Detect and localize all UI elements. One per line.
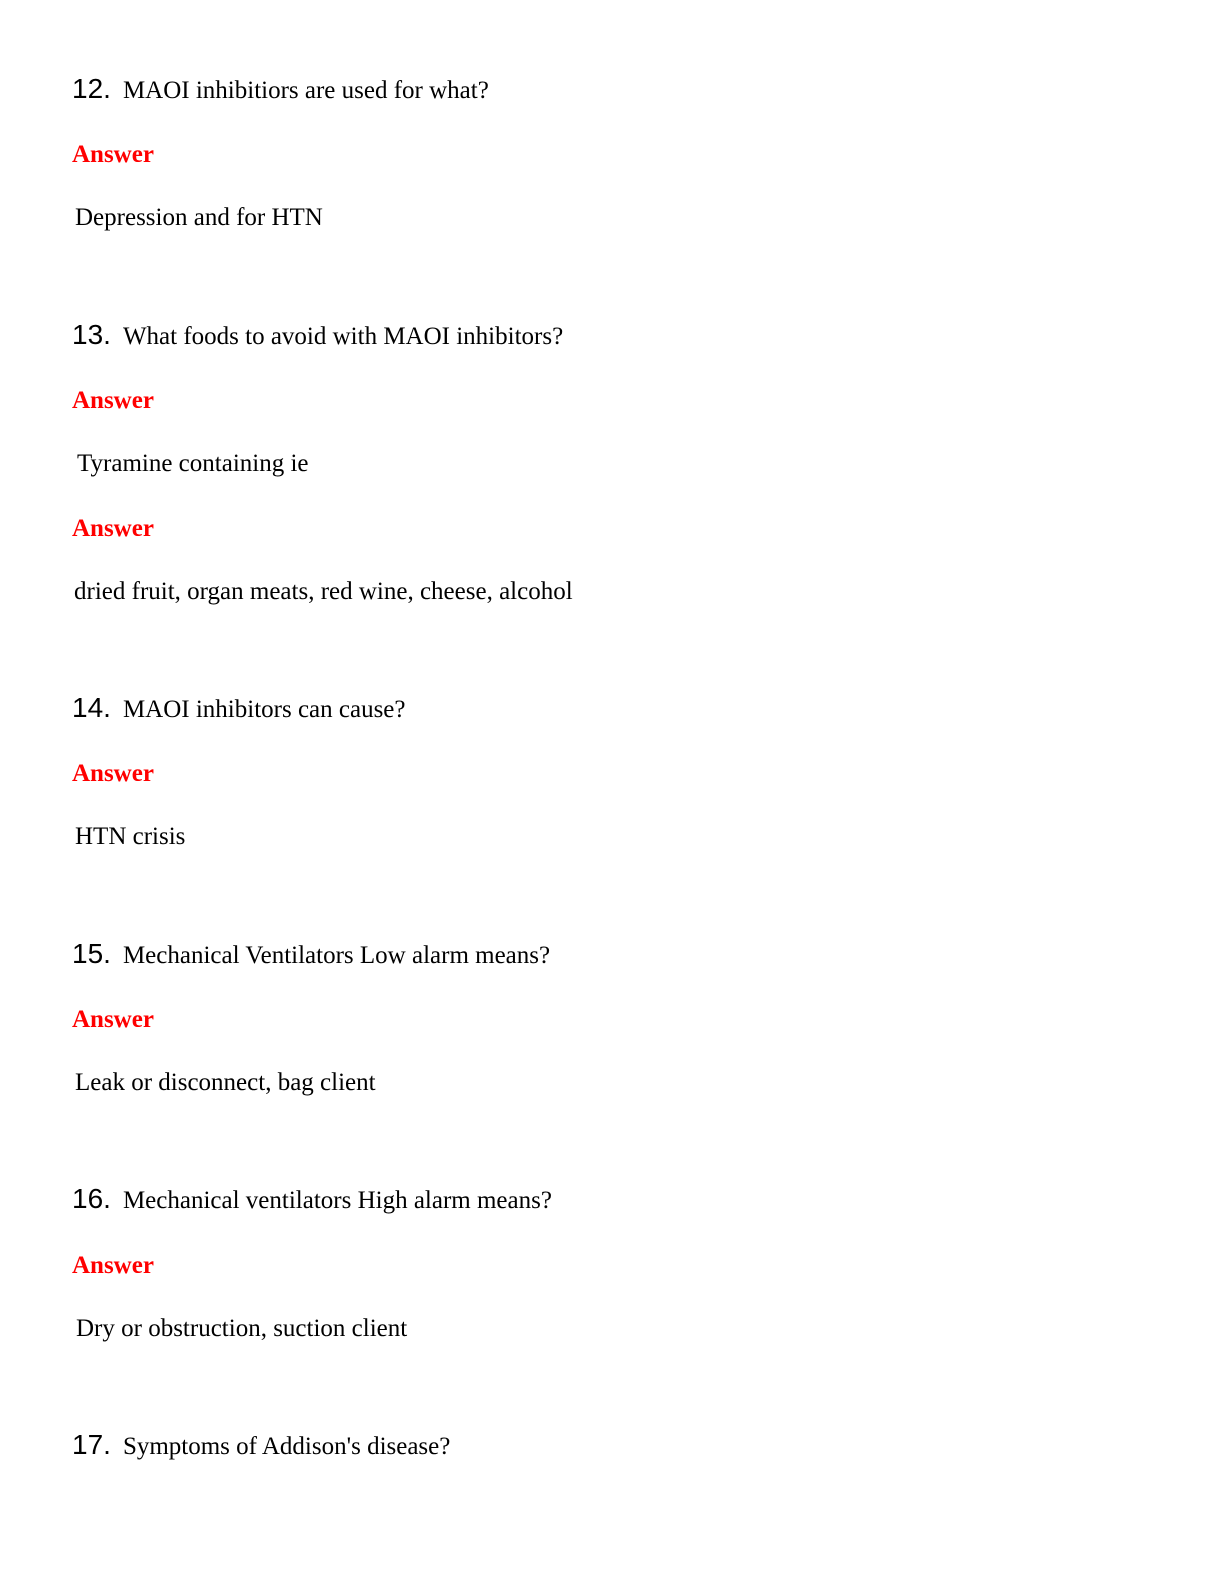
answer-text: dried fruit, organ meats, red wine, cheese, alcohol [74, 578, 573, 605]
answer-label: Answer [72, 387, 154, 414]
answer-text: Dry or obstruction, suction client [76, 1315, 408, 1342]
question-text: Mechanical Ventilators Low alarm means? [122, 942, 551, 969]
answer-label: Answer [72, 760, 154, 787]
question-number: 13. [72, 319, 111, 350]
answer-label: Answer [72, 1006, 154, 1033]
question-text: Mechanical ventilators High alarm means? [122, 1187, 552, 1214]
question-number: 17. [72, 1429, 111, 1460]
question-text: What foods to avoid with MAOI inhibitors? [122, 323, 564, 350]
question-number: 12. [72, 73, 111, 104]
answer-label: Answer [72, 141, 154, 168]
question-15 [72, 937, 550, 971]
answer-text: Tyramine containing ie [77, 450, 309, 477]
question-number: 15. [72, 938, 111, 969]
question-13 [72, 318, 563, 352]
question-number: 14. [72, 692, 111, 723]
question-text: MAOI inhibitors can cause? [122, 696, 406, 723]
answer-label: Answer [72, 515, 154, 542]
answer-label: Answer [72, 1252, 154, 1279]
answer-text: Depression and for HTN [75, 204, 323, 231]
question-12 [72, 72, 489, 106]
question-16 [72, 1182, 552, 1216]
question-number: 16. [72, 1183, 111, 1214]
answer-text: Leak or disconnect, bag client [75, 1069, 376, 1096]
question-17 [72, 1428, 450, 1462]
answer-text: HTN crisis [75, 823, 186, 850]
question-text: Symptoms of Addison's disease? [122, 1433, 451, 1460]
question-14 [72, 691, 406, 725]
question-text: MAOI inhibitiors are used for what? [122, 77, 489, 104]
